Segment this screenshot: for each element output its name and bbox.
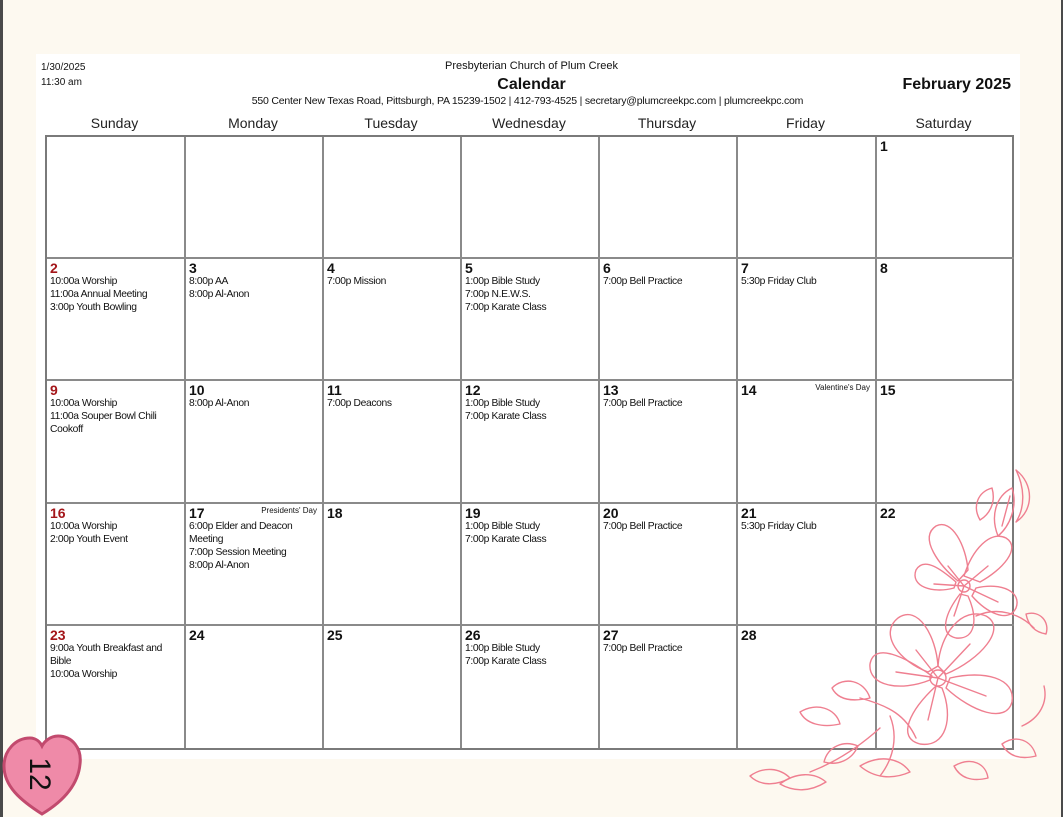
day-cell-8[interactable] [877,259,1014,381]
day-cell-10[interactable] [186,381,324,503]
day-number: 10 [189,382,205,399]
calendar-event[interactable]: 8:00p Al-Anon [189,559,250,571]
day-number: 23 [50,626,66,643]
calendar-event[interactable]: 5:30p Friday Club [741,276,817,288]
calendar-event[interactable]: 7:00p Bell Practice [603,276,683,288]
day-cell-12[interactable] [462,381,600,503]
day-cell-27[interactable] [600,626,738,748]
day-cell-2[interactable] [47,259,186,381]
calendar-event[interactable]: 8:00p Al-Anon [189,289,250,301]
day-cell-1[interactable] [877,137,1014,259]
empty-day-cell[interactable] [47,137,186,259]
calendar-event[interactable]: 11:00a Souper Bowl Chili Cookoff [50,411,157,436]
day-of-week-wednesday: Wednesday [492,115,566,131]
day-cell-4[interactable] [324,259,462,381]
day-of-week-tuesday: Tuesday [364,115,418,131]
day-number: 20 [603,504,619,521]
day-number: 27 [603,626,619,643]
day-number: 16 [50,504,66,521]
day-number: 11 [327,382,342,399]
empty-day-cell[interactable] [462,137,600,259]
calendar-event[interactable]: 7:00p Bell Practice [603,520,683,532]
calendar-event[interactable]: 1:00p Bible Study [465,520,540,532]
calendar-event[interactable]: 10:00a Worship [50,668,118,680]
day-cell-17[interactable] [186,504,324,626]
calendar-event[interactable]: 3:00p Youth Bowling [50,302,137,314]
empty-day-cell[interactable] [600,137,738,259]
day-number: 18 [327,504,343,521]
calendar-event[interactable]: 7:00p Karate Class [465,411,547,423]
calendar-event[interactable]: 7:00p Session Meeting [189,546,287,558]
calendar-title: Calendar [497,76,566,93]
day-cell-22[interactable] [877,504,1014,626]
day-cell-21[interactable] [738,504,877,626]
calendar-grid [45,135,1014,750]
day-number: 7 [741,260,749,277]
day-number: 22 [880,504,896,521]
day-number: 17 [189,504,205,521]
day-cell-28[interactable] [738,626,877,748]
day-number: 12 [465,382,481,399]
print-time: 11:30 am [41,77,82,88]
holiday-label: Presidents' Day [261,505,317,515]
day-number: 9 [50,382,58,399]
calendar-event[interactable]: 2:00p Youth Event [50,533,128,545]
calendar-event[interactable]: 10:00a Worship [50,398,118,410]
day-of-week-sunday: Sunday [90,115,139,131]
calendar-event[interactable]: 7:00p Bell Practice [603,398,683,410]
church-name: Presbyterian Church of Plum Creek [444,60,618,72]
calendar-event[interactable]: 7:00p Karate Class [465,302,547,314]
day-of-week-thursday: Thursday [637,115,697,131]
page-number: 12 [23,757,56,791]
calendar-event[interactable]: 7:00p Bell Practice [603,642,683,654]
heart-page-badge [0,730,84,817]
day-of-week-saturday: Saturday [915,115,972,131]
calendar-event[interactable]: 8:00p AA [189,276,228,288]
day-cell-16[interactable] [47,504,186,626]
calendar-event[interactable]: 7:00p Mission [327,276,386,288]
calendar-event[interactable]: 7:00p Karate Class [465,533,547,545]
calendar-event[interactable]: 7:00p Deacons [327,398,392,410]
day-number: 2 [50,260,58,277]
day-cell-3[interactable] [186,259,324,381]
month-title: February 2025 [902,76,1011,93]
day-cell-25[interactable] [324,626,462,748]
calendar-event[interactable]: 6:00p Elder and Deacon Meeting [189,520,293,545]
viewer-border-left [0,0,3,817]
empty-day-cell[interactable] [186,137,324,259]
day-cell-11[interactable] [324,381,462,503]
day-of-week-monday: Monday [228,115,278,131]
day-number: 1 [880,138,888,154]
day-cell-5[interactable] [462,259,600,381]
day-cell-7[interactable] [738,259,877,381]
day-number: 3 [189,260,197,277]
calendar-event[interactable]: 5:30p Friday Club [741,520,817,532]
day-number: 4 [327,260,335,277]
day-cell-9[interactable] [47,381,186,503]
calendar-event[interactable]: 11:00a Annual Meeting [50,289,148,301]
calendar-event[interactable]: 7:00p Karate Class [465,655,547,667]
day-number: 15 [880,382,896,399]
day-number: 24 [189,626,205,643]
day-number: 19 [465,504,481,521]
day-number: 14 [741,382,757,399]
calendar-event[interactable]: 1:00p Bible Study [465,276,540,288]
calendar-event[interactable]: 9:00a Youth Breakfast and Bible [50,642,163,667]
day-cell-18[interactable] [324,504,462,626]
day-number: 6 [603,260,611,277]
empty-day-cell[interactable] [877,626,1014,748]
day-cell-15[interactable] [877,381,1014,503]
calendar-event[interactable]: 10:00a Worship [50,276,118,288]
day-cell-13[interactable] [600,381,738,503]
day-cell-26[interactable] [462,626,600,748]
day-number: 8 [880,260,888,277]
day-cell-6[interactable] [600,259,738,381]
print-date: 1/30/2025 [41,62,86,73]
day-cell-19[interactable] [462,504,600,626]
calendar-event[interactable]: 8:00p Al-Anon [189,398,250,410]
day-number: 28 [741,626,757,643]
calendar-event[interactable]: 1:00p Bible Study [465,642,540,654]
day-number: 26 [465,626,481,643]
holiday-label: Valentine's Day [815,383,870,393]
calendar-event[interactable]: 10:00a Worship [50,520,118,532]
day-cell-14[interactable] [738,381,877,503]
church-contact-line: 550 Center New Texas Road, Pittsburgh, PA 15239-1502 | 412-793-4525 | secretary@plumcreekpc.com | plumcreekpc.com [251,95,804,107]
day-cell-20[interactable] [600,504,738,626]
day-cell-24[interactable] [186,626,324,748]
day-of-week-friday: Friday [786,115,825,131]
day-number: 21 [741,504,757,521]
calendar-event[interactable]: 1:00p Bible Study [465,398,540,410]
day-number: 5 [465,260,473,277]
calendar-event[interactable]: 7:00p N.E.W.S. [465,289,531,301]
day-of-week-header [45,115,1014,135]
empty-day-cell[interactable] [738,137,877,259]
day-number: 13 [603,382,619,399]
day-number: 25 [327,626,343,643]
empty-day-cell[interactable] [324,137,462,259]
